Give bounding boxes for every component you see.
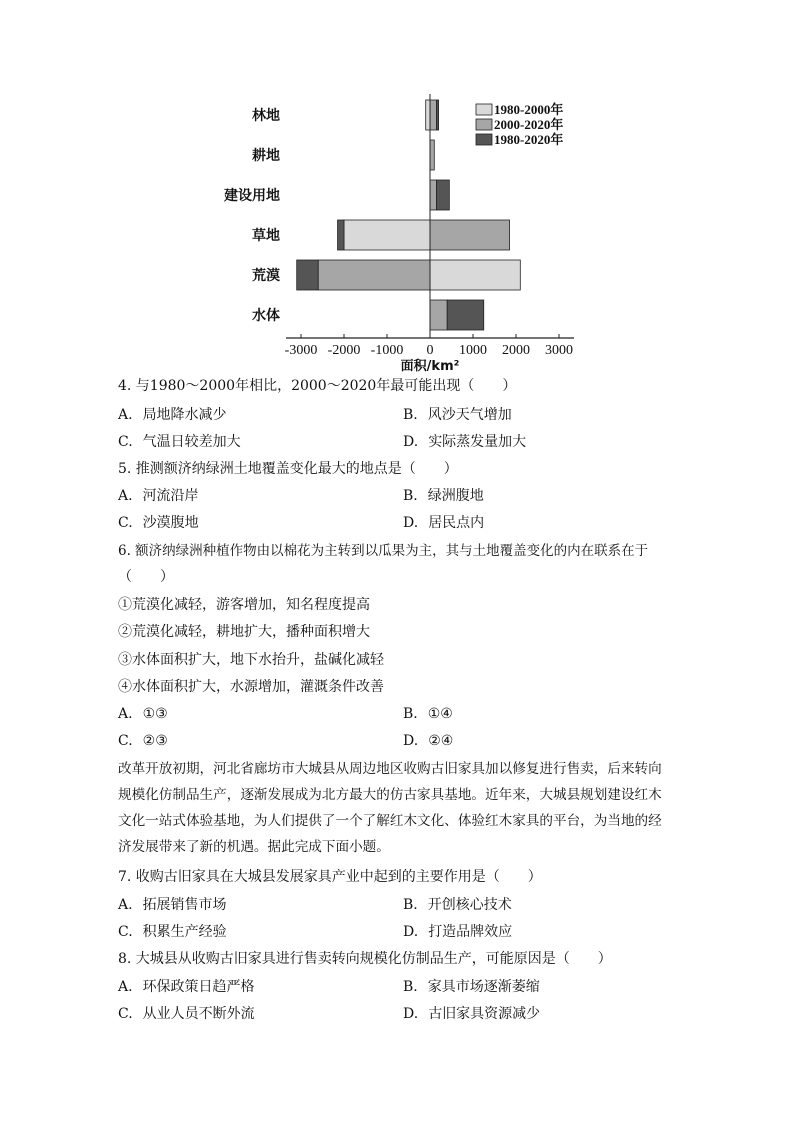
option-text: 从业人员不断外流 (142, 1006, 255, 1022)
option-label: D. (403, 924, 419, 940)
q6-statement-3: ③水体面积扩大，地下水抬升，盐碱化减轻 (118, 652, 384, 668)
option-label: A. (118, 407, 133, 423)
q6-statement-1: ①荒漠化减轻，游客增加，知名程度提高 (118, 597, 370, 613)
option-label: C. (118, 1006, 133, 1022)
legend-label: 1980-2000年 (494, 102, 564, 117)
question-6-stem: 6. 额济纳绿洲种植作物由以棉花为主转到以瓜果为主，其与土地覆盖变化的内在联系在于 (118, 543, 649, 559)
question-8-stem: 8. 大城县从收购古旧家具进行售卖转向规模化仿制品生产，可能原因是（ ） (118, 951, 612, 967)
q6-option-d[interactable] (403, 731, 453, 751)
question-6-stem-cont: （ ） (118, 569, 174, 585)
option-text: 打造品牌效应 (428, 924, 513, 940)
q8-option-c[interactable] (118, 1004, 255, 1024)
option-label: B. (403, 407, 418, 423)
option-label: D. (403, 515, 419, 531)
q4-option-b[interactable] (403, 405, 512, 425)
x-axis-title: 面积/km² (400, 359, 460, 374)
bar-3 (436, 180, 449, 210)
bar-1 (426, 100, 430, 130)
option-text: ②④ (428, 733, 454, 749)
legend-swatch (476, 119, 492, 130)
legend-label: 1980-2020年 (494, 132, 564, 147)
question-7-stem: 7. 收购古旧家具在大城县发展家具产业中起到的主要作用是（ ） (118, 869, 542, 885)
q4-option-c[interactable] (118, 432, 241, 452)
option-text: 环保政策日趋严格 (142, 979, 255, 995)
option-text: 沙漠腹地 (142, 515, 199, 531)
option-label: B. (403, 897, 418, 913)
option-label: D. (403, 1006, 419, 1022)
passage (118, 756, 684, 860)
option-label: A. (118, 706, 133, 722)
passage-line: 改革开放初期，河北省廊坊市大城县从周边地区收购古旧家具加以修复进行售卖，后来转向 (118, 761, 662, 777)
q5-option-a[interactable] (118, 486, 199, 506)
q6-statement-4: ④水体面积扩大，水源增加，灌溉条件改善 (118, 679, 384, 695)
q7-option-c[interactable] (118, 922, 227, 942)
q7-option-a[interactable] (118, 895, 227, 915)
passage-line: 规模化仿制品生产，逐渐发展成为北方最大的仿古家具基地。近年来，大城县规划建设红木 (118, 787, 662, 803)
category-label: 草地 (252, 228, 280, 244)
option-text: 古旧家具资源减少 (428, 1006, 541, 1022)
passage-line: 济发展带来了新的机遇。据此完成下面小题。 (118, 839, 390, 855)
x-tick-label: 3000 (545, 343, 573, 358)
x-tick-label: 0 (426, 343, 434, 358)
option-text: 开创核心技术 (427, 897, 512, 913)
legend-swatch (476, 134, 492, 145)
option-text: 积累生产经验 (142, 924, 227, 940)
bar-2 (430, 100, 436, 130)
land-cover-change-chart (200, 90, 590, 380)
bar-1 (344, 220, 430, 250)
option-text: 局地降水减少 (142, 407, 227, 423)
q4-option-a[interactable] (118, 405, 227, 425)
q5-option-d[interactable] (403, 513, 484, 533)
bar-3 (297, 260, 319, 290)
option-label: A. (118, 979, 133, 995)
legend-swatch (476, 104, 492, 115)
option-label: C. (118, 515, 133, 531)
bar-2 (318, 260, 430, 290)
option-label: D. (403, 733, 419, 749)
bar-1 (430, 260, 520, 290)
q6-option-b[interactable] (403, 704, 453, 724)
option-text: 风沙天气增加 (427, 407, 512, 423)
q4-option-d[interactable] (403, 432, 526, 452)
q6-option-a[interactable] (118, 704, 168, 724)
q6-option-c[interactable] (118, 731, 168, 751)
option-text: 绿洲腹地 (427, 488, 484, 504)
bar-3 (436, 100, 438, 130)
option-text: ①④ (427, 706, 453, 722)
option-text: ②③ (142, 733, 168, 749)
question-5-stem: 5. 推测额济纳绿洲土地覆盖变化最大的地点是（ ） (118, 461, 458, 477)
question-4-stem: 4. 与1980～2000年相比，2000～2020年最可能出现（ ） (118, 378, 517, 394)
option-label: C. (118, 733, 133, 749)
option-text: 气温日较差加大 (142, 434, 241, 450)
option-label: A. (118, 897, 133, 913)
q8-option-a[interactable] (118, 977, 255, 997)
bar-3 (338, 220, 344, 250)
option-text: ①③ (142, 706, 168, 722)
option-label: B. (403, 706, 418, 722)
option-text: 河流沿岸 (142, 488, 199, 504)
bar-2 (430, 300, 447, 330)
bar-2 (430, 140, 434, 170)
q5-option-c[interactable] (118, 513, 199, 533)
option-label: B. (403, 488, 418, 504)
bar-3 (447, 300, 484, 330)
option-text: 居民点内 (428, 515, 485, 531)
option-label: C. (118, 924, 133, 940)
bar-2 (430, 220, 510, 250)
category-label: 水体 (252, 308, 280, 324)
option-text: 家具市场逐渐萎缩 (427, 979, 540, 995)
option-text: 拓展销售市场 (142, 897, 227, 913)
passage-line: 文化一站式体验基地，为人们提供了一个了解红木文化、体验红木家具的平台，为当地的经 (118, 813, 662, 829)
category-label: 建设用地 (224, 188, 280, 204)
category-label: 林地 (252, 108, 280, 124)
x-tick-label: -1000 (370, 343, 404, 358)
q8-option-d[interactable] (403, 1004, 540, 1024)
option-label: D. (403, 434, 419, 450)
q7-option-b[interactable] (403, 895, 512, 915)
category-label: 荒漠 (252, 268, 280, 284)
q8-option-b[interactable] (403, 977, 540, 997)
option-text: 实际蒸发量加大 (428, 434, 527, 450)
legend-label: 2000-2020年 (494, 117, 564, 132)
option-label: A. (118, 488, 133, 504)
q6-statement-2: ②荒漠化减轻，耕地扩大，播种面积增大 (118, 624, 370, 640)
x-tick-label: 2000 (502, 343, 530, 358)
q7-option-d[interactable] (403, 922, 512, 942)
category-label: 耕地 (252, 148, 280, 164)
bar-2 (430, 180, 436, 210)
x-tick-label: -2000 (327, 343, 361, 358)
q5-option-b[interactable] (403, 486, 484, 506)
option-label: C. (118, 434, 133, 450)
x-tick-label: 1000 (459, 343, 487, 358)
option-label: B. (403, 979, 418, 995)
x-tick-label: -3000 (284, 343, 318, 358)
